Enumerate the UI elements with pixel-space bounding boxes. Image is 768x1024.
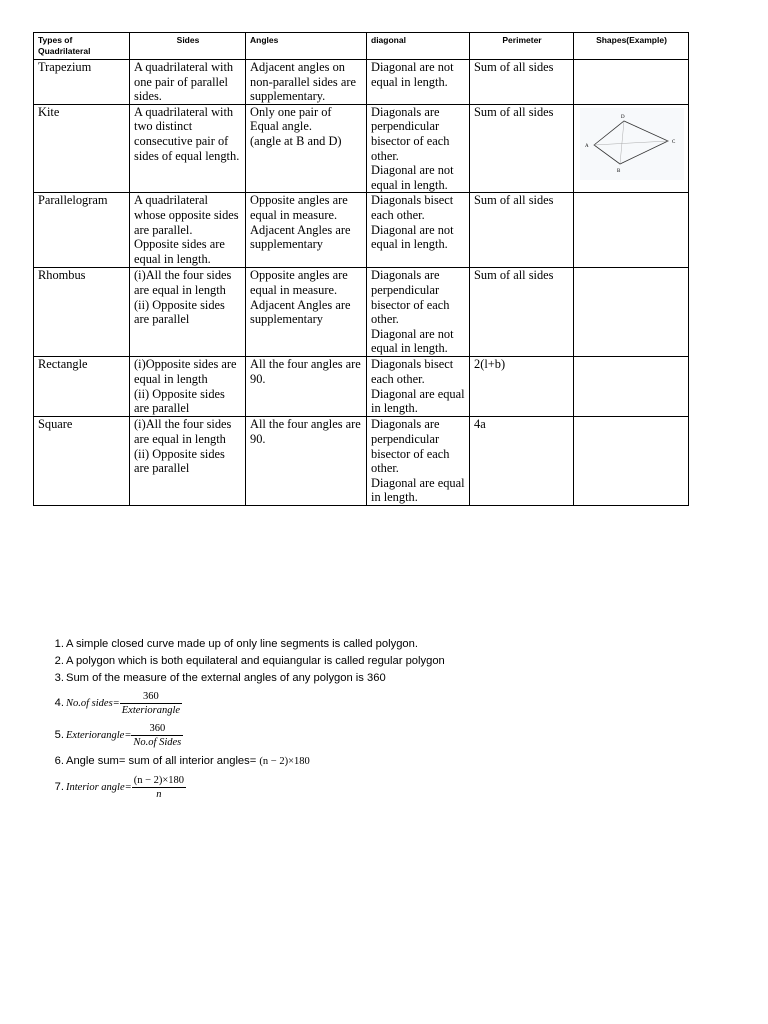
cell-diagonal: Diagonals are perpendicular bisector of each other. Diagonal are equal in length. (367, 417, 470, 506)
fraction-numerator: 360 (120, 690, 182, 704)
table-row-rectangle (34, 357, 689, 417)
fraction-numerator: (n − 2)×180 (133, 774, 185, 786)
cell-perimeter: 2(l+b) (470, 357, 574, 417)
formula-interior-angle (66, 771, 186, 804)
cell-angles: Only one pair of Equal angle. (angle at B and D) (246, 104, 367, 193)
cell-type: Square (34, 417, 130, 506)
table-row-square (34, 417, 689, 506)
cell-shape-kite (574, 104, 689, 193)
kite-label-a: A (585, 143, 589, 149)
cell-angles: Adjacent angles on non-parallel sides are supplementary. (246, 60, 367, 105)
formula-lhs: No.of sides (66, 698, 113, 709)
table-row-trapezium (34, 60, 689, 105)
cell-diagonal: Diagonals are perpendicular bisector of each other. Diagonal are not equal in length. (367, 104, 470, 193)
cell-diagonal: Diagonal are not equal in length. (367, 60, 470, 105)
cell-shape (574, 268, 689, 357)
cell-perimeter: Sum of all sides (470, 104, 574, 193)
formula-angle-sum: (n − 2)×180 (259, 756, 310, 767)
header-types-of-quadrilateral: Types of Quadrilateral (34, 33, 130, 60)
cell-sides: (i)Opposite sides are equal in length (ii) Opposite sides are parallel (130, 357, 246, 417)
formula-number-of-sides (66, 687, 182, 720)
list-text: Sum of the measure of the external angles of any polygon is 360 (66, 672, 386, 684)
list-number: 6. (54, 755, 64, 767)
list-number: 2. (54, 655, 64, 667)
quadrilateral-table (33, 32, 689, 506)
table-header-row (34, 33, 689, 60)
fraction-denominator: Exteriorangle (121, 704, 181, 716)
formula-exterior-angle (66, 719, 183, 752)
formula-equals: = (124, 782, 132, 793)
angle-sum-text (66, 751, 310, 772)
formula-equals: = (112, 698, 120, 709)
list-number: 3. (54, 672, 64, 684)
list-number: 5. (54, 729, 64, 741)
cell-shape (574, 193, 689, 268)
cell-angles: Opposite angles are equal in measure. Adjacent Angles are supplementary (246, 193, 367, 268)
cell-perimeter: Sum of all sides (470, 60, 574, 105)
table-row-parallelogram (34, 193, 689, 268)
header-shapes-example: Shapes(Example) (574, 33, 689, 60)
cell-type: Trapezium (34, 60, 130, 105)
header-sides: Sides (130, 33, 246, 60)
cell-type: Rectangle (34, 357, 130, 417)
formula-lhs: Interior angle (66, 782, 125, 793)
cell-angles: All the four angles are 90. (246, 357, 367, 417)
cell-sides: (i)All the four sides are equal in length (ii) Opposite sides are parallel (130, 417, 246, 506)
list-number: 7. (54, 781, 64, 793)
fraction-denominator: n (156, 788, 162, 800)
formula-lhs: Exteriorangle (66, 730, 125, 741)
fraction-denominator: No.of Sides (133, 736, 182, 748)
formula-equals: = (124, 730, 132, 741)
cell-shape (574, 60, 689, 105)
cell-type: Parallelogram (34, 193, 130, 268)
fraction-numerator: 360 (131, 722, 183, 736)
cell-shape (574, 357, 689, 417)
cell-diagonal: Diagonals bisect each other. Diagonal are not equal in length. (367, 193, 470, 268)
cell-angles: All the four angles are 90. (246, 417, 367, 506)
list-text: A polygon which is both equilateral and equiangular is called regular polygon (66, 655, 445, 667)
cell-sides: A quadrilateral with one pair of parallel sides. (130, 60, 246, 105)
formula-fraction (131, 722, 183, 749)
table-row-rhombus (34, 268, 689, 357)
cell-perimeter: Sum of all sides (470, 193, 574, 268)
kite-label-c: C (672, 139, 676, 145)
cell-sides: (i)All the four sides are equal in length (ii) Opposite sides are parallel (130, 268, 246, 357)
header-diagonal: diagonal (367, 33, 470, 60)
kite-diagram (580, 108, 684, 180)
formula-fraction (132, 774, 186, 801)
list-number: 4. (54, 697, 64, 709)
cell-type: Kite (34, 104, 130, 193)
cell-diagonal: Diagonals bisect each other. Diagonal are equal in length. (367, 357, 470, 417)
header-perimeter: Perimeter (470, 33, 574, 60)
cell-type: Rhombus (34, 268, 130, 357)
cell-shape (574, 417, 689, 506)
table-row-kite (34, 104, 689, 193)
list-number: 1. (54, 638, 64, 650)
list-text: Angle sum= sum of all interior angles= (66, 755, 257, 767)
cell-perimeter: 4a (470, 417, 574, 506)
list-text: A simple closed curve made up of only line segments is called polygon. (66, 638, 418, 650)
cell-diagonal: Diagonals are perpendicular bisector of each other. Diagonal are not equal in length. (367, 268, 470, 357)
kite-label-d: D (621, 114, 625, 120)
cell-sides: A quadrilateral with two distinct consecutive pair of sides of equal length. (130, 104, 246, 193)
kite-label-b: B (617, 168, 621, 174)
formula-fraction (120, 690, 182, 717)
cell-angles: Opposite angles are equal in measure. Adjacent Angles are supplementary (246, 268, 367, 357)
cell-perimeter: Sum of all sides (470, 268, 574, 357)
cell-sides: A quadrilateral whose opposite sides are parallel. Opposite sides are equal in length. (130, 193, 246, 268)
quadrilateral-table-container (33, 32, 688, 506)
header-angles: Angles (246, 33, 367, 60)
